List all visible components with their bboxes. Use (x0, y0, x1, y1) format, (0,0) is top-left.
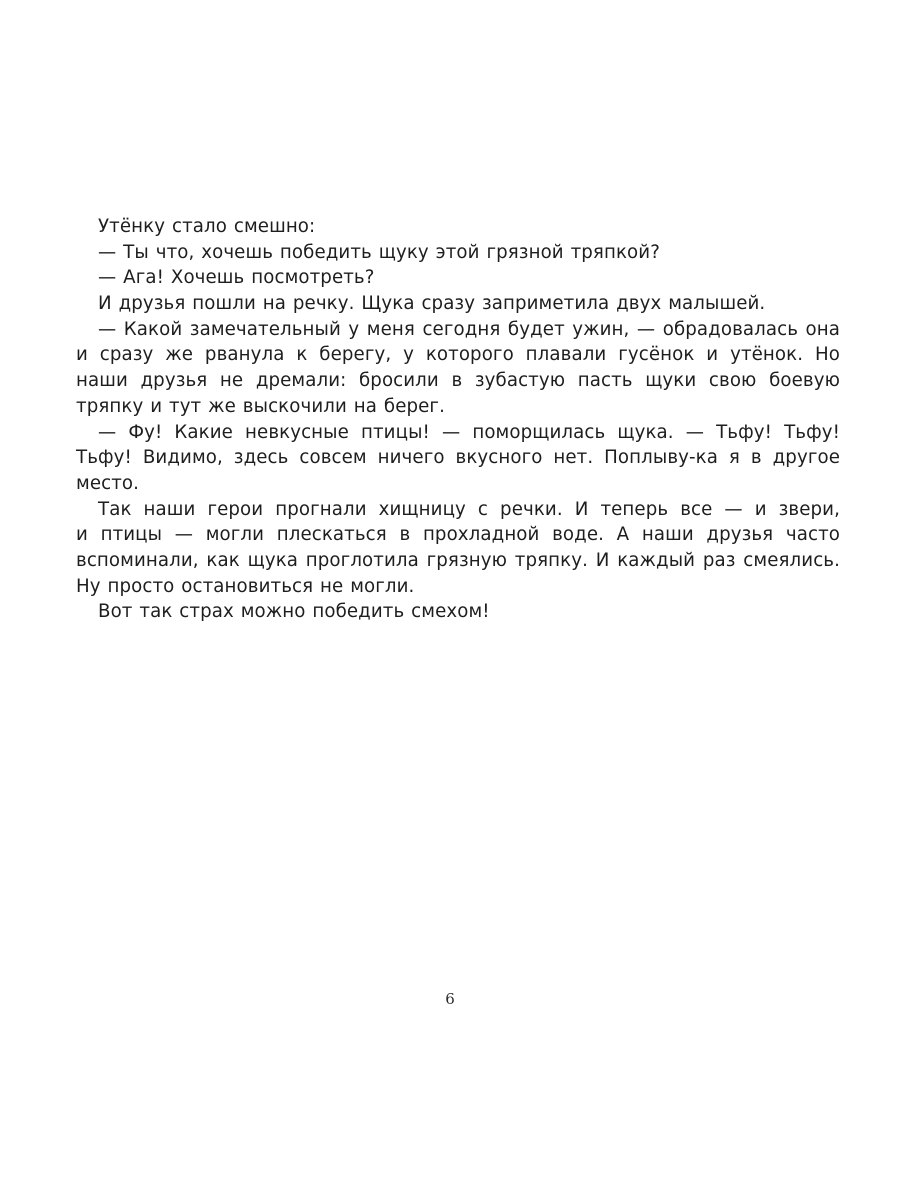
paragraph-line: И друзья пошли на речку. Щука сразу заприметила двух малышей. (98, 293, 766, 315)
dialogue-line: — Фу! Какие невкусные птицы! — поморщилась щука. — Тьфу! Тьфу! (98, 421, 840, 443)
paragraph-line: Утёнку стало смешно: (98, 216, 316, 237)
story-text (76, 214, 840, 625)
dialogue-line: — Какой замечательный у меня сегодня будет ужин, — обрадовалась она (98, 318, 840, 340)
paragraph-line: вспоминали, как щука проглотила грязную тряпку. И каждый раз смеялись. (76, 549, 840, 571)
paragraph-line: Ну просто остановиться не могли. (76, 575, 415, 597)
paragraph-line: Так наши герои прогнали хищницу с речки. И теперь все — и звери, (98, 498, 840, 520)
dialogue-line: — Ты что, хочешь победить щуку этой грязной тряпкой? (98, 241, 660, 263)
paragraph-line: и сразу же рванула к берегу, у которого плавали гусёнок и утёнок. Но (76, 344, 840, 366)
paragraph-line: и птицы — могли плескаться в прохладной воде. А наши друзья часто (76, 524, 840, 546)
paragraph-line: наши друзья не дремали: бросили в зубастую пасть щуки свою боевую (76, 370, 840, 392)
paragraph-line: Вот так страх можно победить смехом! (98, 601, 490, 623)
dialogue-line: — Ага! Хочешь посмотреть? (98, 267, 375, 289)
paragraph-line: Тьфу! Видимо, здесь совсем ничего вкусного нет. Поплыву-ка я в другое (76, 447, 840, 469)
paragraph-line: место. (76, 472, 140, 494)
paragraph-line: тряпку и тут же выскочили на берег. (76, 395, 445, 417)
page-number: 6 (445, 990, 455, 1008)
